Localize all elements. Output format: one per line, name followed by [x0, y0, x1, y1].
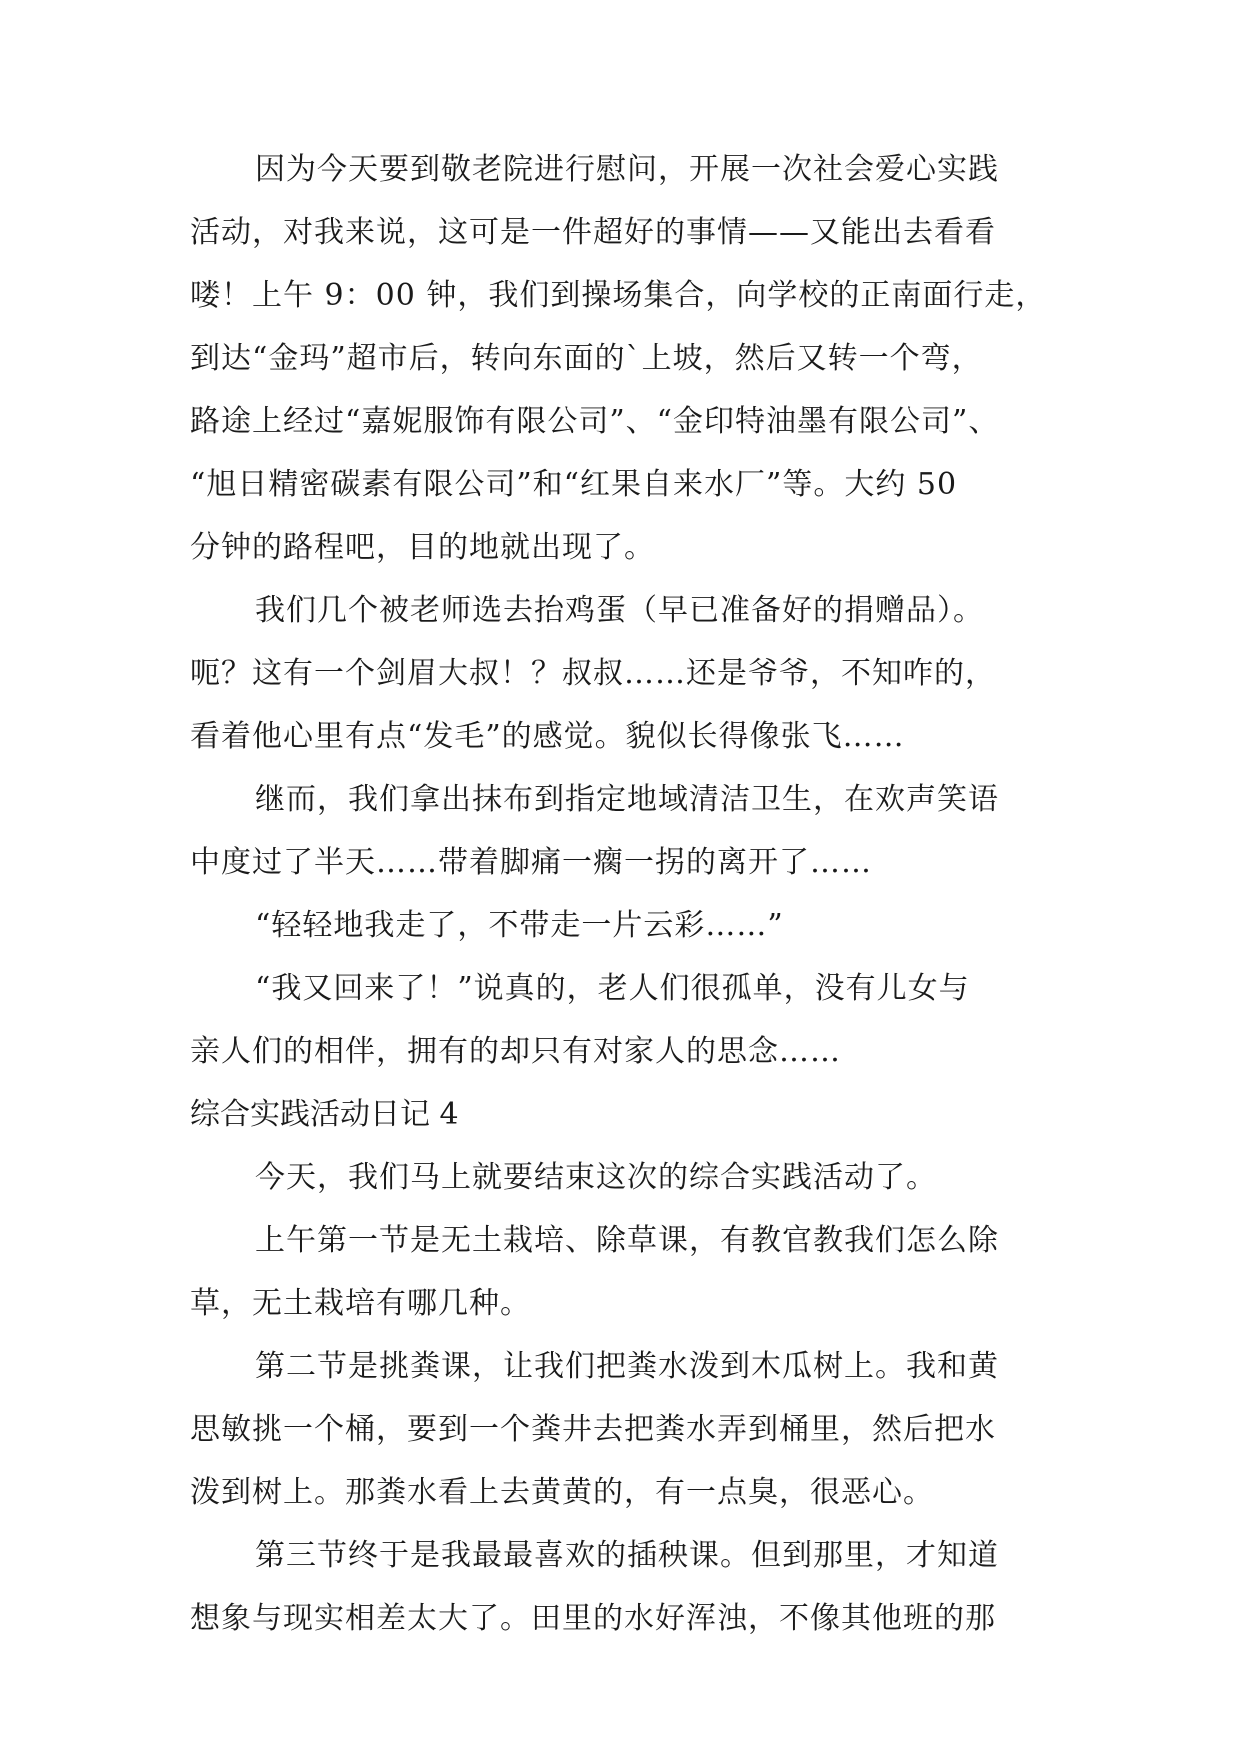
text-line: 泼到树上。那粪水看上去黄黄的，有一点臭，很恶心。	[190, 1475, 934, 1510]
text-line: 第三节终于是我最最喜欢的插秧课。但到那里，才知道	[255, 1538, 999, 1573]
text-line: 继而，我们拿出抹布到指定地域清洁卫生，在欢声笑语	[255, 782, 999, 817]
text-line: 因为今天要到敬老院进行慰问，开展一次社会爱心实践	[255, 152, 999, 187]
text-line: “旭日精密碳素有限公司”和“红果自来水厂”等。大约 50	[190, 467, 958, 502]
text-line: 亲人们的相伴，拥有的却只有对家人的思念……	[190, 1034, 841, 1069]
text-line: 喽！上午 9：00 钟，我们到操场集合，向学校的正南面行走，	[190, 278, 1047, 313]
section-heading: 综合实践活动日记 4	[190, 1097, 459, 1132]
text-line: 思敏挑一个桶，要到一个粪井去把粪水弄到桶里，然后把水	[190, 1412, 996, 1447]
text-line: 到达“金玛”超市后，转向东面的`上坡，然后又转一个弯，	[190, 341, 983, 376]
text-line: 看着他心里有点“发毛”的感觉。貌似长得像张飞……	[190, 719, 905, 754]
text-line: 草，无土栽培有哪几种。	[190, 1286, 531, 1321]
text-line: 我们几个被老师选去抬鸡蛋（早已准备好的捐赠品）。	[255, 593, 984, 628]
text-line: 活动，对我来说，这可是一件超好的事情——又能出去看看	[190, 215, 996, 250]
text-line: 中度过了半天……带着脚痛一瘸一拐的离开了……	[190, 845, 872, 880]
text-line: “轻轻地我走了，不带走一片云彩……”	[255, 908, 784, 943]
text-line: 上午第一节是无土栽培、除草课，有教官教我们怎么除	[255, 1223, 999, 1258]
text-line: “我又回来了！”说真的，老人们很孤单，没有儿女与	[255, 971, 970, 1006]
text-line: 呃？这有一个剑眉大叔！？叔叔……还是爷爷，不知咋的，	[190, 656, 996, 691]
text-line: 今天，我们马上就要结束这次的综合实践活动了。	[255, 1160, 937, 1195]
text-line: 分钟的路程吧，目的地就出现了。	[190, 530, 655, 565]
text-line: 第二节是挑粪课，让我们把粪水泼到木瓜树上。我和黄	[255, 1349, 999, 1384]
text-line: 想象与现实相差太大了。田里的水好浑浊，不像其他班的那	[190, 1601, 996, 1636]
text-line: 路途上经过“嘉妮服饰有限公司”、“金印特油墨有限公司”、	[190, 404, 1000, 439]
